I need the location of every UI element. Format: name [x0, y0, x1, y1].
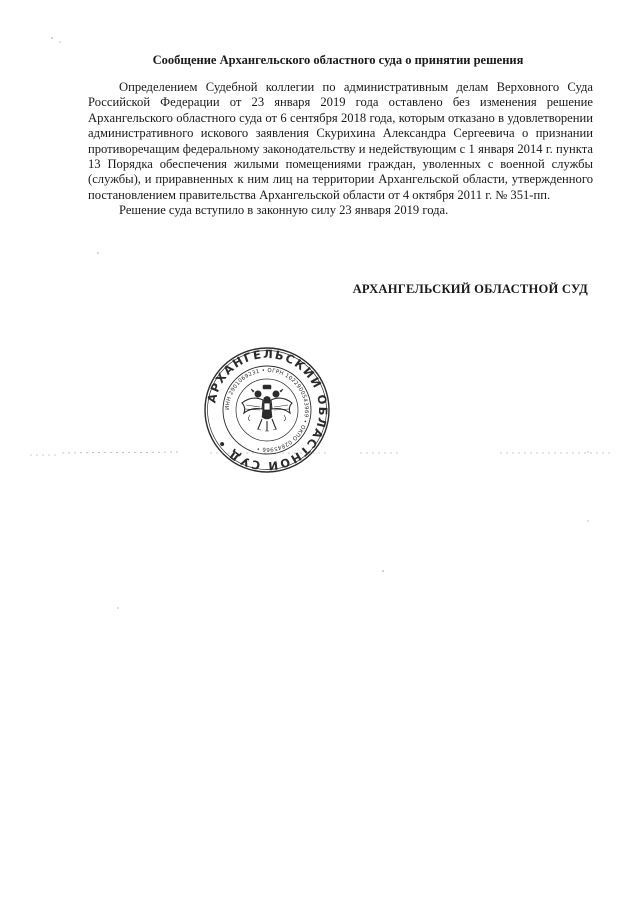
main-paragraph: Определением Судебной коллегии по административным делам Верховного Суда Российской Федерации от 23 января 2019 года оставлено без изменения решение Архангельского областного суда от 6 сентября 2018 года, которым отказано в удовлетворении административного искового заявления Скурихина Александра Сергеевича о признании противоречащим федеральному законодательству и недействующим с 1 января 2014 г. пункта 13 Порядка обеспечения жилыми помещениями граждан, уволенных с военной службы (службы), и приравненных к ним лиц на территории Архангельской области, утвержденного постановлением правительства Архангельской области от 4 октября 2011 г. № 351-пп. [88, 80, 593, 202]
seal-inner-text: ИНН 2901069231 • ОГРН 1022900543969 • ОКПО 02845966 • [224, 367, 310, 453]
double-headed-eagle-icon [242, 385, 292, 431]
court-signature: АРХАНГЕЛЬСКИЙ ОБЛАСТНОЙ СУД [352, 282, 588, 296]
document-body [88, 80, 593, 219]
effective-date-paragraph: Решение суда вступило в законную силу 23 января 2019 года. [119, 203, 449, 218]
court-seal-stamp-icon [202, 345, 332, 475]
document-title: Сообщение Архангельского областного суда о принятии решения [152, 53, 524, 67]
seal-outer-text: АРХАНГЕЛЬСКИЙ ОБЛАСТНОЙ СУД • [204, 346, 331, 474]
